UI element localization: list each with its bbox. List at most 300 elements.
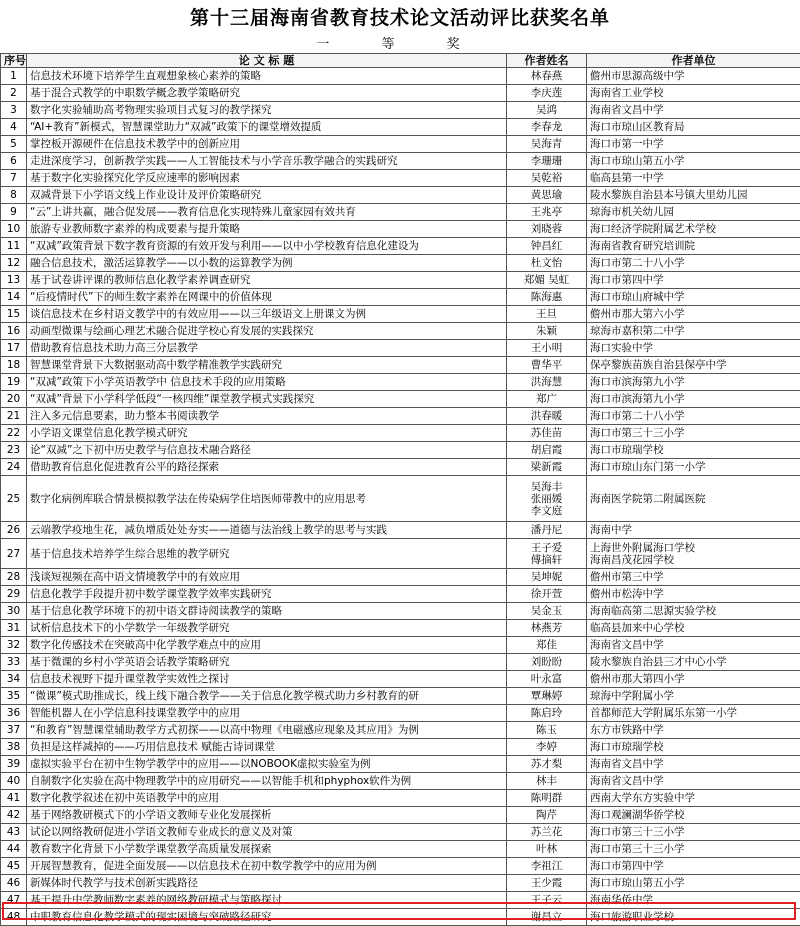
- row-number: 1: [1, 68, 27, 85]
- author-unit-cell: [587, 408, 800, 425]
- author-unit: 海口市琼山第五小学: [590, 155, 797, 167]
- row-number: 7: [1, 170, 27, 187]
- header-title: 论 文 标 题: [27, 54, 507, 68]
- row-number: 16: [1, 323, 27, 340]
- author-unit-cell: [587, 807, 800, 824]
- author-unit: 琼海中学附属小学: [590, 690, 797, 702]
- author-cell: [507, 841, 587, 858]
- author-cell: [507, 705, 587, 722]
- row-number: 11: [1, 238, 27, 255]
- author-cell: [507, 459, 587, 476]
- author-unit-cell: [587, 875, 800, 892]
- author-name: 潘丹尼: [508, 524, 585, 536]
- author-unit: 海口市琼山第五小学: [590, 877, 797, 889]
- table-row: [1, 824, 800, 841]
- author-unit-cell: [587, 187, 800, 204]
- row-number: 3: [1, 102, 27, 119]
- paper-title: 双减背景下小学语文线上作业设计及评价策略研究: [27, 187, 507, 204]
- author-name: 傅摘轩: [508, 554, 585, 566]
- author-cell: [507, 289, 587, 306]
- author-unit: 上海世外附属海口学校: [590, 542, 797, 554]
- author-cell: [507, 238, 587, 255]
- author-unit-cell: [587, 476, 800, 522]
- paper-title: 基于试卷讲评课的教师信息化教学素养调查研究: [27, 272, 507, 289]
- table-row: [1, 807, 800, 824]
- table-row: [1, 255, 800, 272]
- author-unit: 海南昌茂花园学校: [590, 554, 797, 566]
- row-number: 45: [1, 858, 27, 875]
- author-cell: [507, 119, 587, 136]
- author-name: 郑媚 吴虹: [508, 274, 585, 286]
- paper-title: 基于信息化教学环境下的初中语文群诗阅读教学的策略: [27, 603, 507, 620]
- table-row: [1, 204, 800, 221]
- author-cell: [507, 807, 587, 824]
- author-unit-cell: [587, 136, 800, 153]
- author-unit-cell: [587, 102, 800, 119]
- author-unit: 海南医学院第二附属医院: [590, 493, 797, 505]
- author-unit-cell: [587, 119, 800, 136]
- paper-title: 试析信息技术下的小学数学一年级教学研究: [27, 620, 507, 637]
- author-unit-cell: [587, 705, 800, 722]
- table-row: [1, 119, 800, 136]
- table-row: [1, 340, 800, 357]
- author-unit: 海口市第三十三小学: [590, 427, 797, 439]
- author-name: 李祖江: [508, 860, 585, 872]
- author-unit-cell: [587, 68, 800, 85]
- paper-title: 自制数字化实验在高中物理教学中的应用研究——以智能手机和phyphox软件为例: [27, 773, 507, 790]
- author-unit: 儋州市松涛中学: [590, 588, 797, 600]
- paper-title: 融合信息技术，激活运算教学——以小数的运算教学为例: [27, 255, 507, 272]
- author-unit: 海南临高第二思源实验学校: [590, 605, 797, 617]
- author-unit: 西南大学东方实验中学: [590, 792, 797, 804]
- author-unit: 海南中学: [590, 524, 797, 536]
- author-unit: 海口市第四中学: [590, 274, 797, 286]
- header-unit: 作者单位: [587, 54, 800, 68]
- author-cell: [507, 790, 587, 807]
- author-cell: [507, 85, 587, 102]
- paper-title: 谈信息技术在乡村语文教学中的有效应用——以三年级语文上册课文为例: [27, 306, 507, 323]
- row-number: 41: [1, 790, 27, 807]
- author-name: 吴海青: [508, 138, 585, 150]
- row-number: 27: [1, 539, 27, 569]
- row-number: 19: [1, 374, 27, 391]
- row-number: 20: [1, 391, 27, 408]
- row-number: 42: [1, 807, 27, 824]
- author-name: 吴金玉: [508, 605, 585, 617]
- table-row: [1, 102, 800, 119]
- author-name: 李庆莲: [508, 87, 585, 99]
- author-unit: 儋州市第三中学: [590, 571, 797, 583]
- row-number: 37: [1, 722, 27, 739]
- author-unit: 首都师范大学附属乐东第一小学: [590, 707, 797, 719]
- author-name: 林燕芳: [508, 622, 585, 634]
- paper-title: “云”上讲共赢，融合促发展——教育信息化实现特殊儿童家园有效共育: [27, 204, 507, 221]
- author-cell: [507, 357, 587, 374]
- author-unit-cell: [587, 391, 800, 408]
- paper-title: 试论以网络教研促进小学语文教师专业成长的意义及对策: [27, 824, 507, 841]
- author-unit: 海口市第四中学: [590, 860, 797, 872]
- paper-title: “双减”背景下小学科学低段“一核四维”课堂教学模式实践探究: [27, 391, 507, 408]
- author-unit-cell: [587, 637, 800, 654]
- author-name: 覃琳婷: [508, 690, 585, 702]
- author-unit-cell: [587, 374, 800, 391]
- author-unit: 海口市琼山区教育局: [590, 121, 797, 133]
- author-name: 郑佳: [508, 639, 585, 651]
- author-name: 陈玉: [508, 724, 585, 736]
- author-unit: 海口市滨海第九小学: [590, 393, 797, 405]
- author-cell: [507, 374, 587, 391]
- author-cell: [507, 824, 587, 841]
- author-unit-cell: [587, 671, 800, 688]
- author-name: 杜文怡: [508, 257, 585, 269]
- author-unit-cell: [587, 85, 800, 102]
- author-name: 吴海丰: [508, 481, 585, 493]
- author-name: 李珊珊: [508, 155, 585, 167]
- row-number: 43: [1, 824, 27, 841]
- row-number: 29: [1, 586, 27, 603]
- row-number: 8: [1, 187, 27, 204]
- author-unit: 海口旅游职业学校: [590, 911, 797, 923]
- table-row: [1, 841, 800, 858]
- paper-title: 信息技术视野下提升课堂教学实效性之探讨: [27, 671, 507, 688]
- author-cell: [507, 756, 587, 773]
- paper-title: “双减”政策背景下数字教育资源的有效开发与利用——以中小学校教育信息化建设为: [27, 238, 507, 255]
- paper-title: 论“双减”之下初中历史教学与信息技术融合路径: [27, 442, 507, 459]
- author-cell: [507, 272, 587, 289]
- author-name: 钟昌红: [508, 240, 585, 252]
- paper-title: “和教育”智慧课堂辅助教学方式初探——以高中物理《电磁感应现象及其应用》为例: [27, 722, 507, 739]
- author-cell: [507, 170, 587, 187]
- author-unit-cell: [587, 841, 800, 858]
- author-unit-cell: [587, 722, 800, 739]
- table-row: [1, 858, 800, 875]
- author-unit-cell: [587, 858, 800, 875]
- paper-title: 智慧课堂背景下大数据驱动高中数学精准教学实践研究: [27, 357, 507, 374]
- row-number: 46: [1, 875, 27, 892]
- author-name: 曹华平: [508, 359, 585, 371]
- author-unit: 保亭黎族苗族自治县保亭中学: [590, 359, 797, 371]
- author-name: 梁新霞: [508, 461, 585, 473]
- author-name: 黄思瑜: [508, 189, 585, 201]
- prize-level-heading: 一 等 奖: [0, 36, 800, 55]
- table-row: [1, 620, 800, 637]
- row-number: 2: [1, 85, 27, 102]
- author-cell: [507, 340, 587, 357]
- author-unit: 琼海市嘉积第二中学: [590, 325, 797, 337]
- paper-title: 数字化实验辅助高考物理实验项目式复习的教学探究: [27, 102, 507, 119]
- author-name: 王兆亭: [508, 206, 585, 218]
- paper-title: “AI+教育”新模式，智慧课堂助力“双减”政策下的课堂增效提质: [27, 119, 507, 136]
- author-cell: [507, 68, 587, 85]
- table-row: [1, 323, 800, 340]
- table-row: [1, 170, 800, 187]
- paper-title: 借助教育信息技术助力高三分层教学: [27, 340, 507, 357]
- author-unit: 海口经济学院附属艺术学校: [590, 223, 797, 235]
- author-cell: [507, 892, 587, 909]
- header-author: 作者姓名: [507, 54, 587, 68]
- author-cell: [507, 476, 587, 522]
- author-name: 陶芹: [508, 809, 585, 821]
- paper-title: 基于网络教研模式下的小学语文教师专业化发展探析: [27, 807, 507, 824]
- table-row: [1, 739, 800, 756]
- table-row: [1, 374, 800, 391]
- author-cell: [507, 153, 587, 170]
- row-number: 6: [1, 153, 27, 170]
- author-name: 王子爱: [508, 542, 585, 554]
- author-name: 朱颖: [508, 325, 585, 337]
- author-cell: [507, 671, 587, 688]
- author-unit: 海南省文昌中学: [590, 639, 797, 651]
- author-unit-cell: [587, 306, 800, 323]
- author-name: 王少霞: [508, 877, 585, 889]
- author-unit: 海南省文昌中学: [590, 758, 797, 770]
- row-number: 9: [1, 204, 27, 221]
- author-name: 陈海惠: [508, 291, 585, 303]
- row-number: 32: [1, 637, 27, 654]
- table-row: [1, 442, 800, 459]
- paper-title: 借助教育信息化促进教育公平的路径探索: [27, 459, 507, 476]
- table-row: [1, 637, 800, 654]
- author-unit: 海口观澜湖华侨学校: [590, 809, 797, 821]
- row-number: 35: [1, 688, 27, 705]
- paper-title: 虚拟实验平台在初中生物学教学中的应用——以NOBOOK虚拟实验室为例: [27, 756, 507, 773]
- table-row: [1, 909, 800, 926]
- row-number: 18: [1, 357, 27, 374]
- author-unit: 海口市琼山府城中学: [590, 291, 797, 303]
- author-unit: 陵水黎族自治县本号镇大里幼儿园: [590, 189, 797, 201]
- table-row: [1, 408, 800, 425]
- author-name: 陈明群: [508, 792, 585, 804]
- author-unit: 临高县第一中学: [590, 172, 797, 184]
- table-row: [1, 722, 800, 739]
- table-row: [1, 136, 800, 153]
- table-row: [1, 391, 800, 408]
- author-unit-cell: [587, 603, 800, 620]
- paper-title: 旅游专业教师数字素养的构成要素与提升策略: [27, 221, 507, 238]
- table-row: [1, 85, 800, 102]
- author-unit-cell: [587, 773, 800, 790]
- row-number: 26: [1, 522, 27, 539]
- row-number: 23: [1, 442, 27, 459]
- row-number: 13: [1, 272, 27, 289]
- table-row: [1, 522, 800, 539]
- author-unit: 海口市第二十八小学: [590, 410, 797, 422]
- author-unit-cell: [587, 153, 800, 170]
- author-unit-cell: [587, 688, 800, 705]
- paper-title: “微课”模式助推成长，线上线下融合教学——关于信息化教学模式助力乡村教育的研: [27, 688, 507, 705]
- author-unit: 陵水黎族自治县三才中心小学: [590, 656, 797, 668]
- row-number: 17: [1, 340, 27, 357]
- author-cell: [507, 306, 587, 323]
- paper-title: 新媒体时代教学与技术创新实践路径: [27, 875, 507, 892]
- table-row: [1, 892, 800, 909]
- author-unit-cell: [587, 170, 800, 187]
- table-row: [1, 539, 800, 569]
- author-cell: [507, 773, 587, 790]
- row-number: 4: [1, 119, 27, 136]
- author-unit: 琼海市机关幼儿园: [590, 206, 797, 218]
- author-unit-cell: [587, 442, 800, 459]
- author-cell: [507, 408, 587, 425]
- author-name: 李婷: [508, 741, 585, 753]
- author-name: 吴鸿: [508, 104, 585, 116]
- author-name: 苏才梨: [508, 758, 585, 770]
- author-cell: [507, 522, 587, 539]
- author-unit-cell: [587, 255, 800, 272]
- author-name: 王旦: [508, 308, 585, 320]
- row-number: 40: [1, 773, 27, 790]
- author-name: 刘盼盼: [508, 656, 585, 668]
- row-number: 33: [1, 654, 27, 671]
- author-unit-cell: [587, 522, 800, 539]
- author-name: 谢昌立: [508, 911, 585, 923]
- author-unit: 海南省教育研究培训院: [590, 240, 797, 252]
- author-name: 洪春暖: [508, 410, 585, 422]
- author-unit: 海口实验中学: [590, 342, 797, 354]
- author-unit-cell: [587, 238, 800, 255]
- author-cell: [507, 255, 587, 272]
- author-cell: [507, 204, 587, 221]
- author-unit-cell: [587, 790, 800, 807]
- author-cell: [507, 391, 587, 408]
- author-unit: 儋州市思源高级中学: [590, 70, 797, 82]
- author-name: 李文庭: [508, 505, 585, 517]
- table-row: [1, 221, 800, 238]
- table-row: [1, 569, 800, 586]
- paper-title: 中职教育信息化教学模式的现实困境与突破路径研究: [27, 909, 507, 926]
- author-unit: 海口市滨海第九小学: [590, 376, 797, 388]
- paper-title: 基于微课的乡村小学英语会话教学策略研究: [27, 654, 507, 671]
- author-cell: [507, 102, 587, 119]
- author-unit-cell: [587, 892, 800, 909]
- author-unit: 儋州市那大第六小学: [590, 308, 797, 320]
- table-row: [1, 756, 800, 773]
- table-row: [1, 459, 800, 476]
- paper-title: “双减”政策下小学英语教学中 信息技术手段的应用策略: [27, 374, 507, 391]
- author-cell: [507, 442, 587, 459]
- row-number: 10: [1, 221, 27, 238]
- author-unit-cell: [587, 340, 800, 357]
- author-unit: 海口市琼山东门第一小学: [590, 461, 797, 473]
- author-unit: 海口市第三十三小学: [590, 826, 797, 838]
- row-number: 39: [1, 756, 27, 773]
- author-unit-cell: [587, 569, 800, 586]
- paper-title: 注入多元信息要素，助力整本书阅读教学: [27, 408, 507, 425]
- table-row: [1, 586, 800, 603]
- table-row: [1, 357, 800, 374]
- paper-title: 智能机器人在小学信息科技课堂教学中的应用: [27, 705, 507, 722]
- author-cell: [507, 875, 587, 892]
- paper-title: 小学语文课堂信息化教学模式研究: [27, 425, 507, 442]
- author-cell: [507, 603, 587, 620]
- author-name: 李春龙: [508, 121, 585, 133]
- author-name: 洪海慧: [508, 376, 585, 388]
- table-header-row: [1, 54, 800, 68]
- table-row: [1, 688, 800, 705]
- author-name: 郑广: [508, 393, 585, 405]
- paper-title: 教育数字化背景下小学数学课堂教学高质量发展探索: [27, 841, 507, 858]
- paper-title: 开展智慧教育，促进全面发展——以信息技术在初中数学教学中的应用为例: [27, 858, 507, 875]
- author-name: 吴坤妮: [508, 571, 585, 583]
- table-row: [1, 790, 800, 807]
- author-name: 林丰: [508, 775, 585, 787]
- author-unit: 儋州市那大第四小学: [590, 673, 797, 685]
- paper-title: 基于混合式教学的中职数学概念教学策略研究: [27, 85, 507, 102]
- award-table-body: [1, 54, 800, 926]
- author-unit-cell: [587, 909, 800, 926]
- author-cell: [507, 858, 587, 875]
- row-number: 14: [1, 289, 27, 306]
- author-cell: [507, 688, 587, 705]
- author-unit-cell: [587, 425, 800, 442]
- author-cell: [507, 569, 587, 586]
- row-number: 15: [1, 306, 27, 323]
- author-name: 张丽媛: [508, 493, 585, 505]
- paper-title: 基于提升中学教师数字素养的网络教研模式与策略探讨: [27, 892, 507, 909]
- author-unit: 东方市铁路中学: [590, 724, 797, 736]
- author-cell: [507, 136, 587, 153]
- row-number: 24: [1, 459, 27, 476]
- author-unit: 海口市第三十三小学: [590, 843, 797, 855]
- row-number: 5: [1, 136, 27, 153]
- table-row: [1, 654, 800, 671]
- author-unit-cell: [587, 357, 800, 374]
- table-row: [1, 153, 800, 170]
- paper-title: 动画型微课与绘画心理艺术融合促进学校心育发展的实践探究: [27, 323, 507, 340]
- table-row: [1, 238, 800, 255]
- author-cell: [507, 637, 587, 654]
- table-row: [1, 68, 800, 85]
- author-unit-cell: [587, 586, 800, 603]
- author-unit-cell: [587, 323, 800, 340]
- row-number: 28: [1, 569, 27, 586]
- header-no: 序号: [1, 54, 27, 68]
- author-name: 叶永富: [508, 673, 585, 685]
- row-number: 22: [1, 425, 27, 442]
- author-unit-cell: [587, 539, 800, 569]
- row-number: 12: [1, 255, 27, 272]
- author-cell: [507, 739, 587, 756]
- author-unit-cell: [587, 289, 800, 306]
- author-name: 陈启玲: [508, 707, 585, 719]
- paper-title: 信息化教学手段提升初中数学课堂教学效率实践研究: [27, 586, 507, 603]
- author-unit-cell: [587, 272, 800, 289]
- author-unit: 海口市琼瑞学校: [590, 741, 797, 753]
- author-unit: 海口市第二十八小学: [590, 257, 797, 269]
- author-unit-cell: [587, 739, 800, 756]
- table-row: [1, 705, 800, 722]
- paper-title: 数字化病例库联合情景模拟教学法在传染病学住培医师带教中的应用思考: [27, 476, 507, 522]
- author-unit-cell: [587, 654, 800, 671]
- author-unit: 海南省工业学校: [590, 87, 797, 99]
- table-row: [1, 603, 800, 620]
- row-number: 25: [1, 476, 27, 522]
- author-unit: 海口市第一中学: [590, 138, 797, 150]
- table-row: [1, 476, 800, 522]
- table-row: [1, 773, 800, 790]
- author-cell: [507, 722, 587, 739]
- row-number: 44: [1, 841, 27, 858]
- author-cell: [507, 221, 587, 238]
- author-name: 林春燕: [508, 70, 585, 82]
- author-name: 王小明: [508, 342, 585, 354]
- author-cell: [507, 187, 587, 204]
- author-name: 徐开萱: [508, 588, 585, 600]
- paper-title: 基于数字化实验探究化学反应速率的影响因素: [27, 170, 507, 187]
- table-row: [1, 425, 800, 442]
- paper-title: 负担是这样减掉的——巧用信息技术 赋能古诗词课堂: [27, 739, 507, 756]
- author-unit-cell: [587, 824, 800, 841]
